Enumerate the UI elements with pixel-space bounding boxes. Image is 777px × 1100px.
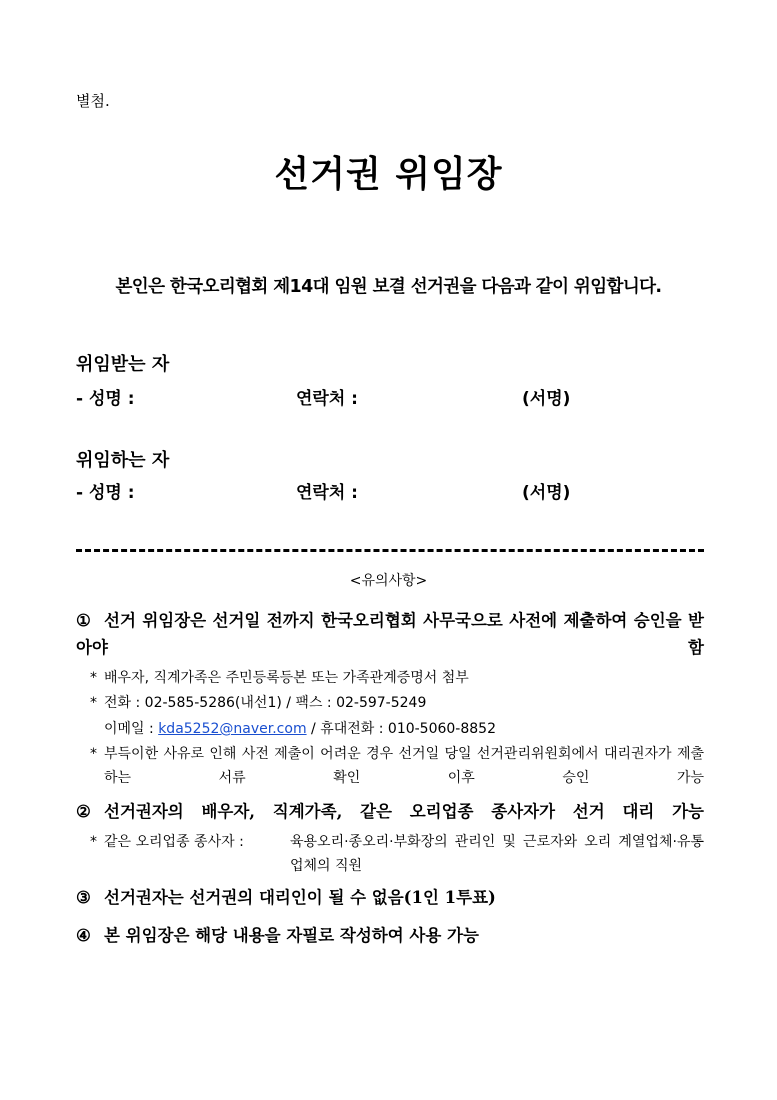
- attachment-label: 별첨.: [76, 92, 110, 110]
- delegator-contact-label: 연락처 :: [296, 483, 358, 503]
- dashed-divider: [76, 549, 704, 552]
- note-2-sub-1: [90, 830, 704, 878]
- note-4: [76, 922, 704, 949]
- notice-title: <유의사항>: [349, 573, 428, 589]
- delegator-name-label: - 성명 :: [76, 483, 135, 503]
- email-label: 이메일 :: [104, 721, 159, 737]
- note-2-text: 선거권자의 배우자, 직계가족, 같은 오리업종 종사자가 선거 대리 가능: [104, 802, 704, 821]
- note-1-sub-2-text: 전화 : 02-585-5286(내선1) / 팩스 : 02-597-5249: [104, 695, 427, 711]
- delegate-heading: 위임받는 자: [76, 354, 170, 375]
- note-1: [76, 607, 704, 661]
- note-4-number: ④: [76, 926, 91, 945]
- note-1-sub-4-star: *: [90, 746, 97, 762]
- note-2-number: ②: [76, 802, 91, 821]
- note-1-text: 선거 위임장은 선거일 전까지 한국오리협회 사무국으로 사전에 제출하여 승인을 받아야 함: [76, 611, 704, 657]
- note-1-sub-4-text: 부득이한 사유로 인해 사전 제출이 어려운 경우 선거일 당일 선거관리위원회에서 대리권자가 제출하는 서류 확인 이후 승인 가능: [104, 746, 704, 786]
- note-1-sub-1-text: 배우자, 직계가족은 주민등록등본 또는 가족관계증명서 첨부: [104, 670, 469, 686]
- delegator-heading: 위임하는 자: [76, 450, 170, 471]
- note-3-text: 선거권자는 선거권의 대리인이 될 수 없음(1인 1투표): [104, 888, 496, 907]
- mobile-text: / 휴대전화 : 010-5060-8852: [306, 721, 496, 737]
- note-3-number: ③: [76, 888, 91, 907]
- note-1-sub-1-star: *: [90, 670, 97, 686]
- note-1-number: ①: [76, 611, 91, 630]
- note-1-sub-2-star: *: [90, 695, 97, 711]
- delegate-name-label: - 성명 :: [76, 389, 135, 409]
- note-3: [76, 884, 704, 911]
- delegate-contact-label: 연락처 :: [296, 389, 358, 409]
- delegator-sign-label: (서명): [522, 483, 571, 503]
- note-2: [76, 798, 704, 825]
- email-link[interactable]: kda5252@naver.com: [158, 721, 307, 737]
- note-4-text: 본 위임장은 해당 내용을 자필로 작성하여 사용 가능: [104, 926, 479, 945]
- note-1-sub-4: [90, 742, 704, 790]
- intro-text: 본인은 한국오리협회 제14대 임원 보결 선거권을 다음과 같이 위임합니다.: [115, 277, 662, 297]
- note-1-sub-2: [90, 691, 426, 715]
- delegate-sign-label: (서명): [522, 389, 571, 409]
- note-1-sub-1: [90, 666, 469, 690]
- note-1-sub-3: [104, 717, 496, 741]
- note-2-sub-1-label: 같은 오리업종 종사자 :: [104, 834, 244, 850]
- note-2-sub-1-star: *: [90, 834, 97, 850]
- page-title: 선거권 위임장: [274, 154, 503, 195]
- note-2-sub-1-text: 육용오리·종오리·부화장의 관리인 및 근로자와 오리 계열업체·유통업체의 직원: [290, 834, 704, 874]
